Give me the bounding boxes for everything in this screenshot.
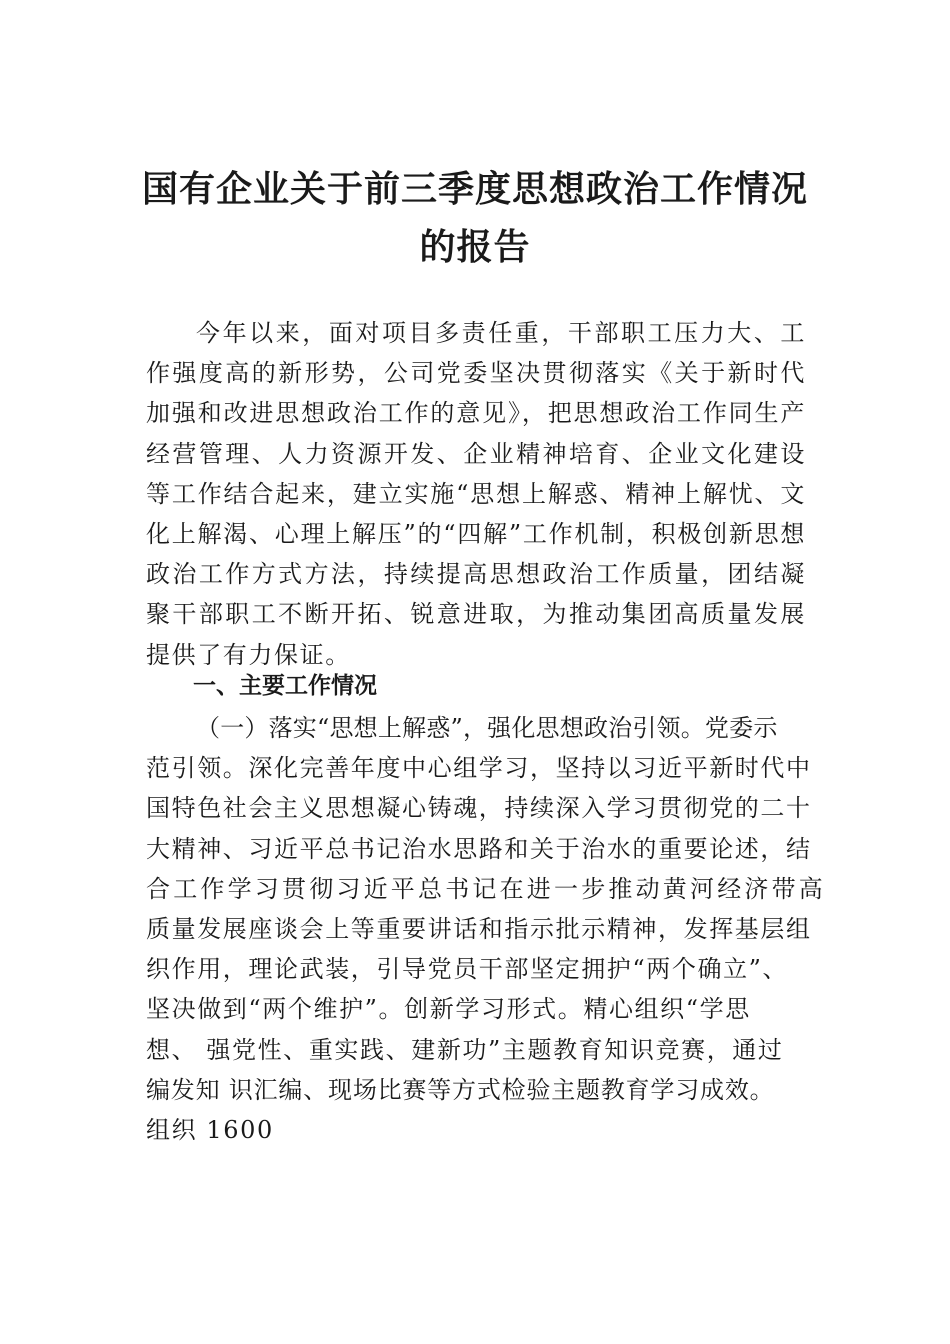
- paragraph-line: 织作用，理论武装，引导党员干部坚定拥护“两个确立”、: [146, 955, 789, 984]
- paragraph-line: 质量发展座谈会上等重要讲话和指示批示精神，发挥基层组: [146, 915, 812, 944]
- paragraph-line: 大精神、习近平总书记治水思路和关于治水的重要论述，结: [146, 834, 812, 863]
- paragraph-line: 编发知 识汇编、现场比赛等方式检验主题教育学习成效。: [146, 1075, 775, 1104]
- paragraph-line: 合工作学习贯彻习近平总书记在进一步推动黄河经济带高: [146, 874, 826, 903]
- paragraph-line: 坚决做到“两个维护”。创新学习形式。精心组织“学思: [146, 995, 751, 1024]
- paragraph-line: 组织 1600: [146, 1116, 274, 1145]
- section-heading-main-work: 一、主要工作情况: [193, 673, 377, 699]
- intro-paragraph: 今年以来，面对项目多责任重，干部职工压力大、工作强度高的新形势，公司党委坚决贯彻落实《关于新时代加强和改进思想政治工作的意见》，把思想政治工作同生产经营管理、人力资源开发、企业精神培育、企业文化建设等工作结合起来，建立实施“思想上解惑、精神上解忧、文化上解渴、心理上解压”的“四解”工作机制，积极创新思想政治工作方式方法，持续提高思想政治工作质量，团结凝聚干部职工不断开拓、锐意进取，为推动集团高质量发展提供了有力保证。: [146, 319, 806, 669]
- paragraph-line: 范引领。深化完善年度中心组学习，坚持以习近平新时代中: [146, 754, 812, 783]
- document-title-line-1: 国有企业关于前三季度思想政治工作情况: [141, 168, 808, 210]
- paragraph-line: 想、 强党性、重实践、建新功”主题教育知识竞赛，通过: [146, 1035, 784, 1064]
- subsection-paragraph: [146, 708, 826, 1150]
- paragraph-line: （一）落实“思想上解惑”，强化思想政治引领。党委示: [196, 714, 778, 742]
- paragraph-line: 国特色社会主义思想凝心铸魂，持续深入学习贯彻党的二十: [146, 794, 812, 823]
- document-title-line-2: 的报告: [419, 226, 531, 268]
